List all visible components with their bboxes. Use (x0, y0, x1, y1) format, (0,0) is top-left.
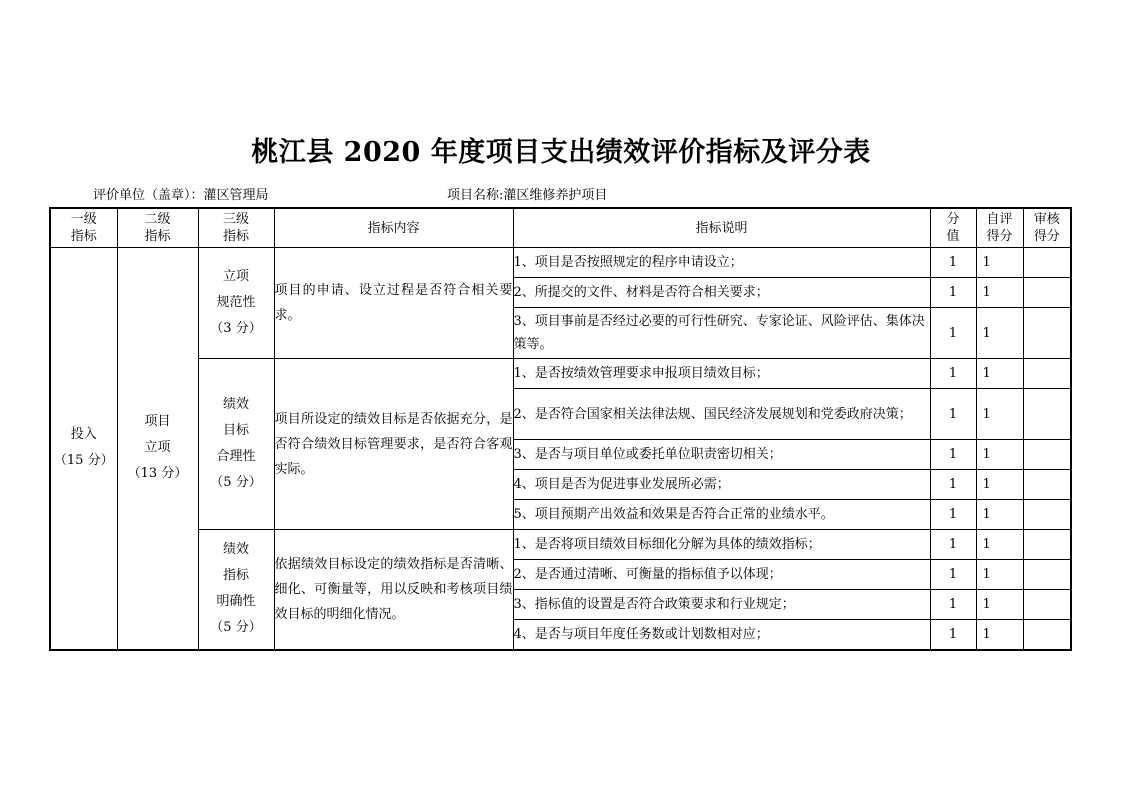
audit-score-cell (1023, 278, 1071, 308)
self-score-cell: 1 (976, 470, 1023, 500)
evaluation-unit: 评价单位（盖章）：灌区管理局 (93, 188, 269, 203)
self-score-cell: 1 (976, 278, 1023, 308)
self-score-cell: 1 (976, 308, 1023, 359)
indicator-description: 1、是否按绩效管理要求申报项目绩效目标； (513, 359, 930, 389)
level1-name: 投入 (70, 427, 97, 443)
table-row (50, 359, 1071, 389)
header-audit-score: 审核 得分 (1023, 208, 1071, 248)
self-score-cell: 1 (976, 440, 1023, 470)
project-name: 项目名称:灌区维修养护项目 (447, 188, 608, 203)
audit-score-cell (1023, 440, 1071, 470)
score-cell: 1 (930, 308, 976, 359)
score-cell: 1 (930, 560, 976, 590)
audit-score-cell (1023, 530, 1071, 560)
self-score-cell: 1 (976, 389, 1023, 440)
self-score-cell: 1 (976, 560, 1023, 590)
self-score-cell: 1 (976, 530, 1023, 560)
audit-score-cell (1023, 620, 1071, 650)
indicator-content: 项目所设定的绩效目标是否依据充分，是否符合绩效目标管理要求，是否符合客观实际。 (274, 359, 513, 530)
audit-score-cell (1023, 248, 1071, 278)
header-self-score: 自评 得分 (976, 208, 1023, 248)
level3-cell: 绩效 目标 合理性 （5 分） (198, 359, 274, 530)
audit-score-cell (1023, 359, 1071, 389)
indicator-description: 3、指标值的设置是否符合政策要求和行业规定； (513, 590, 930, 620)
score-cell: 1 (930, 278, 976, 308)
indicator-description: 3、项目事前是否经过必要的可行性研究、专家论证、风险评估、集体决策等。 (513, 308, 930, 359)
score-cell: 1 (930, 590, 976, 620)
table-row (50, 248, 1071, 278)
indicator-description: 3、是否与项目单位或委托单位职责密切相关； (513, 440, 930, 470)
score-cell: 1 (930, 248, 976, 278)
level2-score: （13 分） (127, 466, 188, 482)
header-level1: 一级 指标 (50, 208, 117, 248)
header-description: 指标说明 (513, 208, 930, 248)
indicator-description: 1、项目是否按照规定的程序申请设立； (513, 248, 930, 278)
score-cell: 1 (930, 440, 976, 470)
indicator-description: 4、是否与项目年度任务数或计划数相对应； (513, 620, 930, 650)
indicator-description: 2、是否通过清晰、可衡量的指标值予以体现； (513, 560, 930, 590)
indicator-content: 项目的申请、设立过程是否符合相关要求。 (274, 248, 513, 359)
level3-cell: 绩效 指标 明确性 （5 分） (198, 530, 274, 650)
score-cell: 1 (930, 620, 976, 650)
indicator-description: 2、是否符合国家相关法律法规、国民经济发展规划和党委政府决策； (513, 389, 930, 440)
audit-score-cell (1023, 308, 1071, 359)
indicator-content: 依据绩效目标设定的绩效指标是否清晰、细化、可衡量等，用以反映和考核项目绩效目标的明细化情况。 (274, 530, 513, 650)
audit-score-cell (1023, 500, 1071, 530)
indicator-description: 4、项目是否为促进事业发展所必需； (513, 470, 930, 500)
header-content: 指标内容 (274, 208, 513, 248)
level2-cell: 项目 立项 （13 分） (117, 248, 198, 650)
header-row (50, 208, 1071, 248)
page-title: 桃江县 2020 年度项目支出绩效评价指标及评分表 (251, 137, 871, 168)
indicator-description: 2、所提交的文件、材料是否符合相关要求； (513, 278, 930, 308)
header-score: 分 值 (930, 208, 976, 248)
audit-score-cell (1023, 389, 1071, 440)
self-score-cell: 1 (976, 248, 1023, 278)
audit-score-cell (1023, 590, 1071, 620)
score-cell: 1 (930, 389, 976, 440)
header-level3: 三级 指标 (198, 208, 274, 248)
table-row (50, 530, 1071, 560)
header-level2: 二级 指标 (117, 208, 198, 248)
score-cell: 1 (930, 530, 976, 560)
evaluation-table (49, 207, 1072, 651)
self-score-cell: 1 (976, 590, 1023, 620)
audit-score-cell (1023, 470, 1071, 500)
level1-cell (50, 248, 117, 650)
self-score-cell: 1 (976, 500, 1023, 530)
level1-score: （15 分） (53, 453, 114, 469)
score-cell: 1 (930, 359, 976, 389)
self-score-cell: 1 (976, 359, 1023, 389)
score-cell: 1 (930, 500, 976, 530)
indicator-description: 1、是否将项目绩效目标细化分解为具体的绩效指标； (513, 530, 930, 560)
self-score-cell: 1 (976, 620, 1023, 650)
audit-score-cell (1023, 560, 1071, 590)
score-cell: 1 (930, 470, 976, 500)
indicator-description: 5、项目预期产出效益和效果是否符合正常的业绩水平。 (513, 500, 930, 530)
level3-cell: 立项 规范性 （3 分） (198, 248, 274, 359)
